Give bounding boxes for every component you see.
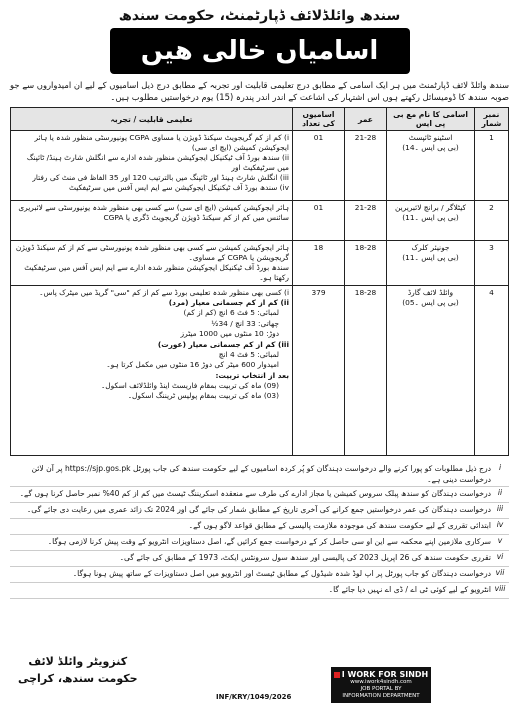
post-name: اسٹینو ٹائپسٹ — [408, 133, 453, 142]
training-item: (09) ماہ کی تربیت بمقام فاریسٹ اینڈ وائلڈلائف اسکول۔ — [100, 380, 279, 390]
note-number: vii — [495, 568, 505, 577]
note-item — [10, 503, 509, 519]
training-heading: بعد از انتخاب تربیت: — [215, 370, 289, 380]
post-name: جونیئر کلرک — [411, 243, 450, 252]
qual-item: ہائر ایجوکیشن کمیشن سے کسی بھی منظور شدہ یونیورسٹی سے کم از کم سیکنڈ ڈویژن گریجویشن یا CGPA کے مساوی۔ — [15, 243, 289, 262]
note-text: انٹرویو کے لیے کوئی ٹی اے / ڈی اے نہیں دیا جائے گا۔ — [328, 585, 491, 594]
post-name: کیٹلاگر / برانچ لائبریرین — [395, 203, 466, 212]
row-sn: 4 — [475, 286, 509, 456]
post-bps: (بی پی ایس ۔14) — [402, 143, 459, 152]
note-text: درخواست دہندگان کو سندھ پبلک سروس کمیشن یا مجاز ادارے کی طرف سے منعقدہ اسکریننگ ٹیسٹ میں کم از کم 40% نمبر حاصل کرنا ہوں گے۔ — [19, 489, 491, 498]
qual-item: i) کسی بھی منظور شدہ تعلیمی بورڈ سے کم از کم "سی" گریڈ میں میٹرک پاس۔ — [39, 288, 289, 297]
row-sn: 1 — [475, 131, 509, 201]
note-item — [10, 583, 509, 599]
signature-title: کنزویٹر وائلڈ لائف — [28, 655, 128, 668]
note-item — [10, 487, 509, 503]
note-text: سرکاری ملازمین اپنے محکمہ سے این او سی حاصل کر کے درخواست جمع کرائیں گے، اصل دستاویزات انٹرویو کے وقت پیش کرنا لازمی ہوگا۔ — [47, 537, 491, 546]
note-number: ii — [497, 488, 503, 497]
row-post — [387, 131, 475, 201]
note-number: vi — [496, 552, 504, 561]
row-post — [387, 241, 475, 286]
row-qualification — [11, 286, 293, 456]
header-post: اسامی کا نام مع بی پی ایس — [387, 108, 475, 131]
post-bps: (بی پی ایس ۔11) — [402, 253, 459, 262]
row-age: 18-28 — [345, 241, 387, 286]
table-row — [11, 286, 509, 456]
intro-paragraph: سندھ وائلڈ لائف ڈپارٹمنٹ میں ہر ایک اسامی کے مطابق درج تعلیمی قابلیت اور تجربہ کے مطابق درج ذیل اسامیوں کے لیے ان امیدواروں سے جو صوبہ سندھ کا ڈومیسائل رکھتے ہوں اس اشتہار کی اشاعت کے اندر اندر پندرہ (15) یوم درخواستیں مطلوب ہیں۔ — [10, 80, 509, 102]
female-standard-item: لمبائی: 5 فٹ 4 انچ — [218, 349, 279, 359]
logo-department: INFORMATION DEPARTMENT — [342, 693, 420, 699]
note-item — [10, 567, 509, 583]
male-standard-item: لمبائی: 5 فٹ 6 انچ (کم از کم) — [183, 308, 279, 317]
row-sn: 3 — [475, 241, 509, 286]
qual-item: iii) انگلش شارٹ ہینڈ اور ٹائپنگ میں بالترتیب 120 اور 35 الفاظ فی منٹ کی رفتار — [32, 173, 289, 182]
training-item: (03) ماہ کی تربیت بمقام پولیس ٹریننگ اسکول۔ — [127, 391, 279, 400]
note-text: تقرری حکومت سندھ کی 26 اپریل 2023 کی پالیسی اور سندھ سول سرونٹس ایکٹ، 1973 کے مطابق کی جائے گی۔ — [119, 553, 491, 562]
row-count: 01 — [293, 201, 345, 241]
header-age: عمر — [345, 108, 387, 131]
row-post — [387, 286, 475, 456]
row-qualification — [11, 241, 293, 286]
header-count: اسامیوں کی تعداد — [293, 108, 345, 131]
row-count: 01 — [293, 131, 345, 201]
row-qualification — [11, 131, 293, 201]
logo-url: www.iwork4sindh.com — [350, 679, 412, 685]
qual-item: ہائر ایجوکیشن کمیشن (ایچ ای سی) سے کسی بھی منظور شدہ یونیورسٹی سے لائبریری سائنس میں کم از کم سیکنڈ ڈویژن گریجویٹ ڈگری یا CGPA — [18, 203, 289, 222]
note-item — [10, 551, 509, 567]
table-row — [11, 201, 509, 241]
row-sn: 2 — [475, 201, 509, 241]
post-bps: (بی پی ایس ۔05) — [402, 298, 459, 307]
row-qualification — [11, 201, 293, 241]
note-text: ابتدائی تقرری کے لیے حکومت سندھ کی موجودہ ملازمت پالیسی کے مطابق قواعد لاگو ہوں گے۔ — [188, 521, 491, 530]
signature-office: حکومت سندھ، کراچی — [18, 672, 138, 685]
row-count: 18 — [293, 241, 345, 286]
row-age: 21-28 — [345, 201, 387, 241]
note-number: i — [498, 463, 502, 472]
logo-mark-icon — [334, 672, 340, 678]
post-bps: (بی پی ایس ۔11) — [402, 213, 459, 222]
note-number: iv — [496, 520, 504, 529]
table-row — [11, 131, 509, 201]
note-text: درج ذیل مطلوبات کو پورا کرنے والے درخواست دہندگان کو پُر کردہ اسامیوں کے لیے حکومت سندھ کی جاب پورٹل https://sjp.gos.pk پر آن لائن درخواست دینی ہے۔ — [31, 464, 491, 484]
note-number: v — [497, 536, 503, 545]
physical-standard-female-heading: iii) کم از کم جسمانی معیار (عورت) — [157, 339, 289, 349]
logo-subtitle: JOB PORTAL BY — [360, 686, 402, 692]
note-text: درخواست دہندگان کو جاب پورٹل پر اپ لوڈ شدہ شیڈول کے مطابق ٹیسٹ اور انٹرویو میں اصل دستاویزات کے ساتھ پیش ہونا ہوگا۔ — [72, 569, 491, 578]
male-standard-item: چھاتی: 33 انچ / 34½ — [211, 318, 279, 328]
qual-item: ii) سندھ بورڈ آف ٹیکنیکل ایجوکیشن منظور شدہ ادارے سے انگلش شارٹ ہینڈ/ ٹائپنگ میں سرٹیفکیٹ اور — [26, 153, 289, 172]
row-age: 21-28 — [345, 131, 387, 201]
female-standard-item: امیدوار 600 میٹر کی دوڑ 16 منٹوں میں مکمل کرتا ہو۔ — [106, 360, 279, 369]
physical-standard-male-heading: ii) کم از کم جسمانی معیار (مرد) — [168, 298, 289, 307]
post-name: وائلڈ لائف گارڈ — [407, 288, 454, 297]
note-text: درخواست دہندگان کی عمر درخواستیں جمع کرانے کی آخری تاریخ کے مطابق شمار کی جائے گی اور 2024 تک زائد عمری میں رعایت دی جائے گی۔ — [26, 505, 491, 514]
row-post — [387, 201, 475, 241]
notes-list — [10, 462, 509, 599]
qual-item: iv) سندھ بورڈ آف ٹیکنیکل ایجوکیشن سے ایم ایس آفس میں سرٹیفکیٹ — [68, 183, 289, 192]
table-row — [11, 241, 509, 286]
row-count: 379 — [293, 286, 345, 456]
vacancies-table — [10, 107, 509, 456]
signature-block — [18, 653, 138, 687]
note-item — [10, 535, 509, 551]
row-age: 18-28 — [345, 286, 387, 456]
qual-item: i) کم از کم گریجویٹ سیکنڈ ڈویژن یا مساوی CGPA یونیورسٹی منظور شدہ یا ہائر ایجوکیشن کمیشن (ایچ ای سی) — [34, 133, 289, 152]
logo-title: I WORK FOR SINDH — [331, 670, 431, 679]
note-item — [10, 519, 509, 535]
male-standard-item: دوڑ: 10 منٹوں میں 1000 میٹرز — [180, 329, 279, 338]
reference-number: INF/KRY/1049/2026 — [216, 693, 292, 701]
footer — [10, 653, 509, 703]
note-number: viii — [494, 584, 506, 593]
note-item — [10, 462, 509, 487]
header-qualification: تعلیمی قابلیت / تجربہ — [11, 108, 293, 131]
table-header-row — [11, 108, 509, 131]
header-sn: نمبر شمار — [475, 108, 509, 131]
note-number: iii — [496, 504, 504, 513]
qual-item: سندھ بورڈ آف ٹیکنیکل ایجوکیشن منظور شدہ ادارے سے ایم ایس آفس میں سرٹیفکیٹ رکھتا ہو۔ — [24, 263, 289, 282]
vacancies-banner: اسامیاں خالی ھیں — [110, 28, 410, 74]
work-for-sindh-logo — [331, 667, 431, 703]
department-heading: سندھ وائلڈلائف ڈپارٹمنٹ، حکومت سندھ — [118, 8, 401, 24]
